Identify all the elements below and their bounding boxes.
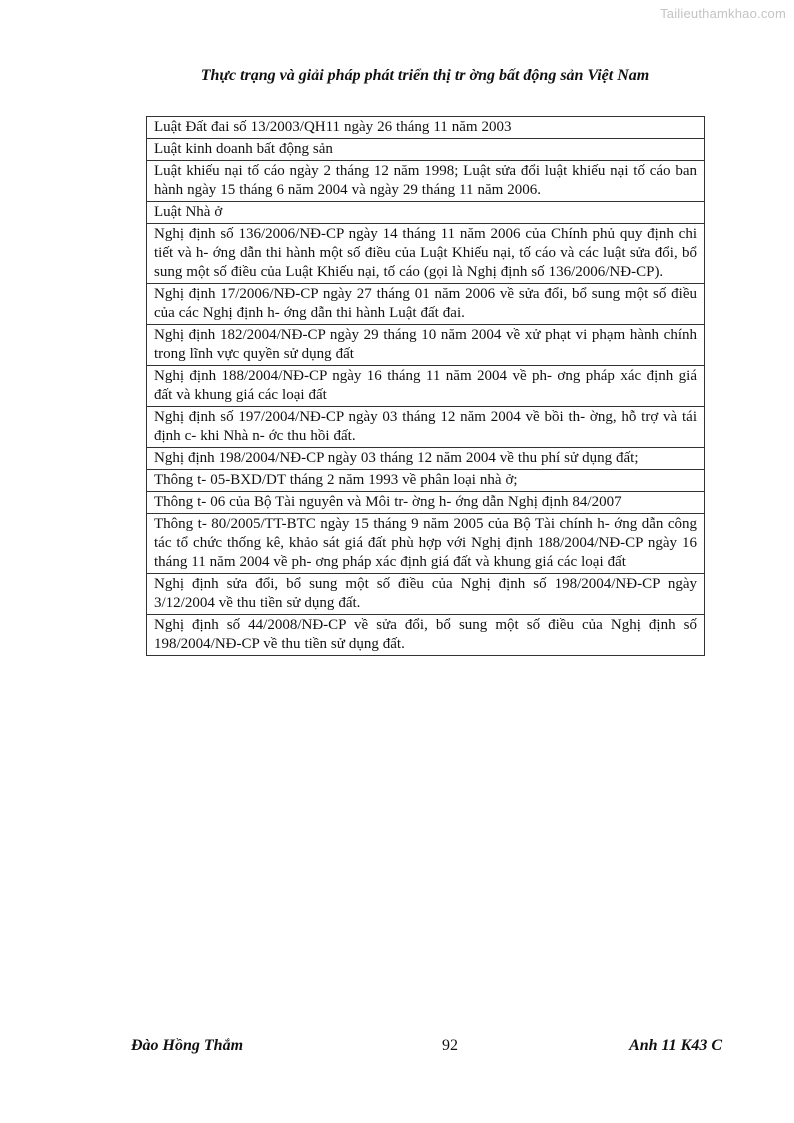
table-row <box>147 615 705 656</box>
table-row <box>147 366 705 407</box>
table-cell: Thông t- 80/2005/TT-BTC ngày 15 tháng 9 năm 2005 của Bộ Tài chính h- ớng dẫn công tác tổ chức thống kê, khảo sát giá đất phù hợp với Nghị định 188/2004/NĐ-CP ngày 16 tháng 11 năm 2004 về ph- ơng pháp xác định giá đất và khung giá các loại đất <box>147 514 705 574</box>
table-cell: Nghị định số 197/2004/NĐ-CP ngày 03 tháng 12 năm 2004 về bồi th- ờng, hỗ trợ và tái định c- khi Nhà n- ớc thu hồi đất. <box>147 407 705 448</box>
table-cell: Nghị định sửa đổi, bổ sung một số điều của Nghị định số 198/2004/NĐ-CP ngày 3/12/2004 về thu tiền sử dụng đất. <box>147 574 705 615</box>
page-number: 92 <box>442 1037 458 1054</box>
table-cell: Luật kinh doanh bất động sản <box>147 139 705 161</box>
footer-class: Anh 11 K43 C <box>629 1037 722 1054</box>
table-row <box>147 325 705 366</box>
table-cell: Luật Đất đai số 13/2003/QH11 ngày 26 tháng 11 năm 2003 <box>147 117 705 139</box>
table-cell: Nghị định số 136/2006/NĐ-CP ngày 14 tháng 11 năm 2006 của Chính phủ quy định chi tiết và h- ớng dẫn thi hành một số điều của Luật Khiếu nại, tố cáo và các luật sửa đổi, bổ sung một số điều của Luật Khiếu nại, tố cáo (gọi là Nghị định số 136/2006/NĐ-CP). <box>147 224 705 284</box>
table-cell: Luật Nhà ở <box>147 202 705 224</box>
table-row <box>147 574 705 615</box>
table-row <box>147 448 705 470</box>
table-row <box>147 492 705 514</box>
legal-documents-table <box>146 116 705 656</box>
table-row <box>147 224 705 284</box>
table-row <box>147 161 705 202</box>
table-cell: Nghị định 17/2006/NĐ-CP ngày 27 tháng 01 năm 2006 về sửa đổi, bổ sung một số điều của các Nghị định h- ớng dẫn thi hành Luật đất đai. <box>147 284 705 325</box>
table-cell: Nghị định số 44/2008/NĐ-CP về sửa đổi, bổ sung một số điều của Nghị định số 198/2004/NĐ-CP về thu tiền sử dụng đất. <box>147 615 705 656</box>
table-row <box>147 117 705 139</box>
table-row <box>147 284 705 325</box>
table-cell: Thông t- 06 của Bộ Tài nguyên và Môi tr- ờng h- ớng dẫn Nghị định 84/2007 <box>147 492 705 514</box>
table-row <box>147 514 705 574</box>
table-cell: Nghị định 188/2004/NĐ-CP ngày 16 tháng 11 năm 2004 về ph- ơng pháp xác định giá đất và khung giá các loại đất <box>147 366 705 407</box>
page-title: Thực trạng và giải pháp phát triển thị tr ờng bất động sản Việt Nam <box>200 67 650 84</box>
table-cell: Luật khiếu nại tố cáo ngày 2 tháng 12 năm 1998; Luật sửa đổi luật khiếu nại tố cáo ban hành ngày 15 tháng 6 năm 2004 và ngày 29 tháng 11 năm 2006. <box>147 161 705 202</box>
table-row <box>147 470 705 492</box>
table-cell: Nghị định 182/2004/NĐ-CP ngày 29 tháng 10 năm 2004 về xử phạt vi phạm hành chính trong lĩnh vực quyền sử dụng đất <box>147 325 705 366</box>
footer-author: Đào Hồng Thắm <box>131 1037 244 1054</box>
table-row <box>147 202 705 224</box>
table-row <box>147 139 705 161</box>
table-row <box>147 407 705 448</box>
watermark: Tailieuthamkhao.com <box>660 6 786 21</box>
table-cell: Nghị định 198/2004/NĐ-CP ngày 03 tháng 12 năm 2004 về thu phí sử dụng đất; <box>147 448 705 470</box>
table-cell: Thông t- 05-BXD/DT tháng 2 năm 1993 về phân loại nhà ở; <box>147 470 705 492</box>
